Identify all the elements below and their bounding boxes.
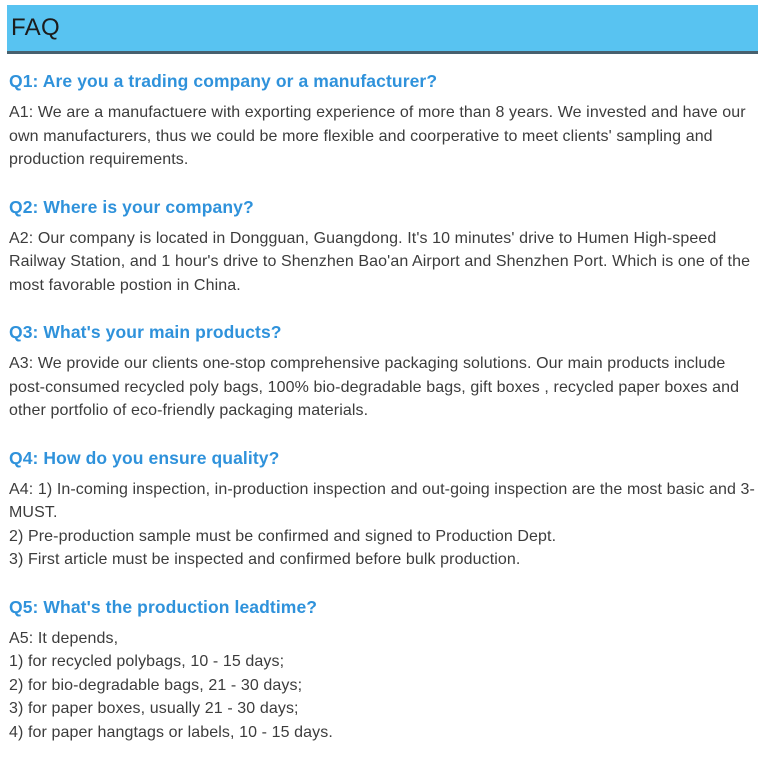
- faq-answer-4-line-2: 2) Pre-production sample must be confirmed and signed to Production Dept.: [9, 527, 557, 545]
- faq-list: [0, 54, 765, 760]
- faq-page: [0, 5, 765, 760]
- faq-answer-5-line-3: 2) for bio-degradable bags, 21 - 30 days;: [9, 676, 303, 694]
- page-title: FAQ: [11, 14, 60, 41]
- faq-answer-1-line-1: A1: We are a manufactuere with exporting experience of more than 8 years. We invested and have our own manufacturers, thus we could be more flexible and coorperative to meet clients' sampling and production requirements.: [9, 104, 746, 168]
- faq-banner: [7, 5, 758, 54]
- faq-answer-5-line-5: 4) for paper hangtags or labels, 10 - 15 days.: [9, 723, 333, 741]
- faq-item-4: [9, 448, 756, 572]
- faq-question-2: Q2: Where is your company?: [9, 196, 254, 217]
- faq-answer-2-line-1: A2: Our company is located in Dongguan, Guangdong. It's 10 minutes' drive to Humen High-speed Railway Station, and 1 hour's drive to Shenzhen Bao'an Airport and Shenzhen Port. Which is one of the most favorable postion in China.: [9, 229, 751, 294]
- faq-answer-5-line-1: A5: It depends,: [9, 629, 119, 647]
- faq-answer-3-line-1: A3: We provide our clients one-stop comprehensive packaging solutions. Our main products include post-consumed recycled poly bags, 100% bio-degradable bags, gift boxes , recycled paper boxes and other portfolio of eco-friendly packaging materials.: [9, 355, 740, 419]
- faq-item-1: [9, 71, 756, 172]
- faq-item-5: [9, 597, 756, 745]
- faq-answer-4-line-3: 3) First article must be inspected and confirmed before bulk production.: [9, 551, 521, 568]
- faq-item-2: [9, 197, 756, 298]
- faq-question-1: Q1: Are you a trading company or a manufacturer?: [9, 71, 438, 91]
- faq-question-5: Q5: What's the production leadtime?: [9, 596, 318, 617]
- faq-answer-4-line-1: A4: 1) In-coming inspection, in-production inspection and out-going inspection are the most basic and 3-MUST.: [9, 480, 755, 521]
- faq-question-3: Q3: What's your main products?: [9, 322, 282, 342]
- faq-item-3: [9, 322, 756, 423]
- faq-answer-5-line-2: 1) for recycled polybags, 10 - 15 days;: [9, 653, 285, 670]
- faq-question-4: Q4: How do you ensure quality?: [9, 447, 280, 468]
- faq-answer-5-line-4: 3) for paper boxes, usually 21 - 30 days;: [9, 700, 299, 717]
